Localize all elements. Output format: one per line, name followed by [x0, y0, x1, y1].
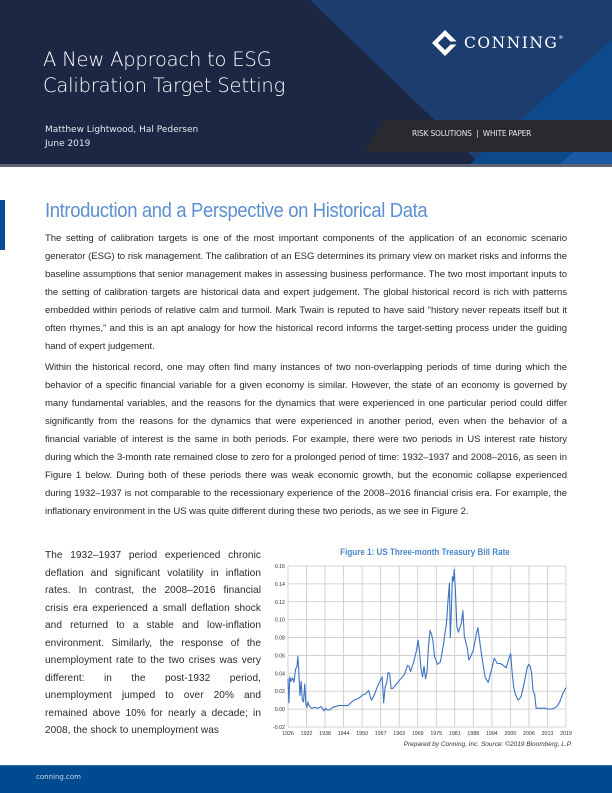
banner-divider	[0, 164, 612, 167]
diamond-logo-icon	[430, 28, 460, 58]
x-tick-label: 1963	[393, 731, 406, 737]
logo-name: CONNING	[464, 34, 559, 52]
x-tick-label: 2019	[560, 731, 572, 737]
paragraph-1: The setting of calibration targets is one of the most important components of the application of an economic scenario generator (ESG) to risk management. The calibration of an ESG determines its primary view on market risks and informs the baseline assumptions that senior management makes in assessing business performance. The two most important inputs to the setting of calibration targets are historical data and expert judgement. The global historical record is rich with patterns embedded within periods of relative calm and turmoil. Mark Twain is reputed to have said “history never repeats itself but it often rhymes,” and this is an apt analogy for how the historical record informs the target-setting process under the guiding hand of expert judgement.	[45, 233, 567, 352]
x-tick-label: 1926	[282, 731, 294, 737]
registered-mark: ®	[558, 35, 564, 41]
y-tick-label: 0.06	[274, 653, 285, 660]
x-tick-label: 1981	[448, 731, 461, 737]
title-line-2: Calibration Target Setting	[43, 74, 286, 97]
authors: Matthew Lightwood, Hal Pedersen	[45, 125, 199, 135]
y-tick-label: 0.14	[274, 581, 285, 588]
paragraph-2: Within the historical record, one may often find many instances of two non-overlapping periods of time during which the behavior of a specific financial variable for a given economy is similar. However, the state of an economy is governed by many fundamental variables, and the reasons for the dynamics that were experienced in one particular period could differ significantly from the reasons for the dynamics that were experienced in another period, even when the behavior of a financial variable of interest is the same in both periods. For example, there were two periods in US interest rate history during which the 3-month rate remained close to zero for a prolonged period of time: 1932–1937 and 2008–2016, as seen in Figure 1 below. During both of these periods there was weak economic growth, but the economic collapse experienced during 1932–1937 is not comparable to the recessionary experience of the 2008–2016 financial crisis era. For example, the inflationary environment in the US was quite different during these two periods, as we see in Figure 2.	[45, 362, 567, 517]
category-label: RISK SOLUTIONS | WHITE PAPER	[412, 129, 532, 138]
x-tick-label: 1944	[337, 731, 350, 737]
y-tick-label: 0.02	[274, 689, 285, 696]
x-tick-label: 1988	[467, 731, 480, 737]
conning-logo	[430, 28, 563, 58]
x-tick-label: 1975	[430, 731, 443, 737]
series-line-tbill-rate	[288, 570, 566, 711]
byline	[45, 123, 198, 151]
x-axis-ticks	[282, 731, 572, 737]
chart-grid	[288, 566, 566, 727]
y-tick-label: 0.12	[274, 599, 285, 606]
figure-source: Prepared by Conning, Inc. Source: ©2019 Bloomberg, L.P.	[403, 741, 572, 748]
x-tick-label: 2000	[504, 731, 517, 737]
footer-bar	[0, 765, 612, 793]
logo-wordmark	[464, 34, 563, 52]
y-tick-label: 0.04	[274, 671, 285, 678]
treasury-rate-chart	[262, 558, 582, 743]
publication-date: June 2019	[45, 139, 91, 149]
x-tick-label: 2006	[523, 731, 535, 737]
y-tick-label: 0.10	[274, 617, 285, 624]
y-axis-ticks	[273, 564, 285, 731]
x-tick-label: 1932	[300, 731, 313, 737]
y-tick-label: -0.02	[272, 725, 285, 731]
section-heading: Introduction and a Perspective on Historical Data	[45, 199, 428, 222]
paragraph-3: The 1932–1937 period experienced chronic deflation and significant volatility in inflation rates. In contrast, the 2008–2016 financial crisis era experienced a small deflation shock and returned to a stable and low-inflation environment. Similarly, the response of the unemployment rate to the two crises was very different: in the post-1932 period, unemployment jumped to over 20% and remained above 10% for nearly a decade; in 2008, the shock to unemployment was	[45, 550, 261, 736]
y-tick-label: 0.16	[274, 564, 285, 570]
x-tick-label: 1957	[374, 731, 387, 737]
y-tick-label: 0.08	[274, 635, 285, 642]
x-tick-label: 1938	[319, 731, 331, 737]
x-tick-label: 1950	[356, 731, 369, 737]
y-tick-label: 0.00	[274, 707, 285, 714]
x-tick-label: 1969	[411, 731, 424, 737]
figure-title: Figure 1: US Three-month Treasury Bill Rate	[340, 547, 510, 558]
footer-website-link[interactable]: conning.com	[36, 773, 82, 781]
x-tick-label: 1994	[485, 731, 498, 737]
title-line-1: A New Approach to ESG	[43, 48, 272, 71]
section-accent-bar	[0, 200, 5, 250]
document-title	[43, 47, 285, 99]
x-tick-label: 2013	[541, 731, 554, 737]
